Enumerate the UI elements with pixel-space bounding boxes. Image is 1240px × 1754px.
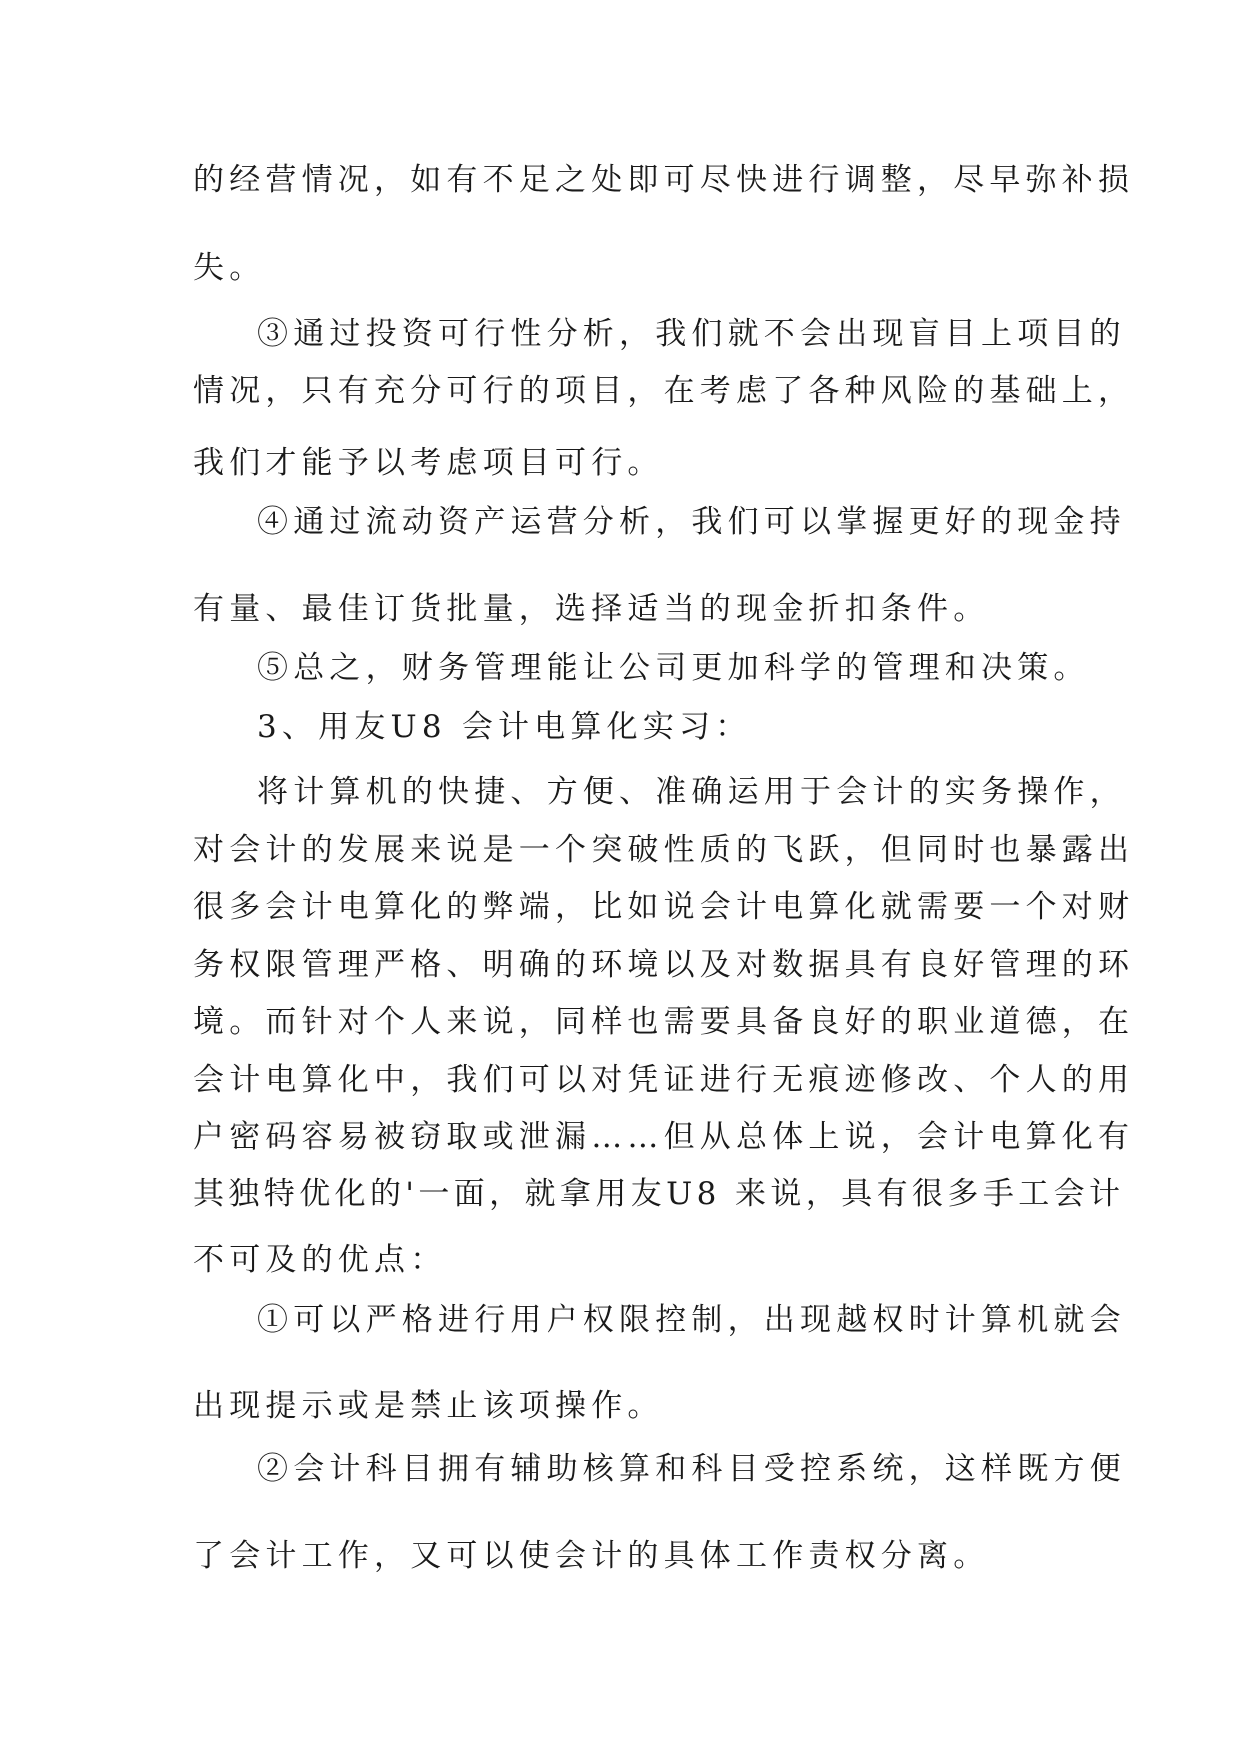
text-line: 失。 <box>193 250 266 286</box>
text-line: ③通过投资可行性分析，我们就不会出现盲目上项目的 <box>257 316 1126 352</box>
text-line: 有量、最佳订货批量，选择适当的现金折扣条件。 <box>193 591 990 627</box>
text-line: 对会计的发展来说是一个突破性质的飞跃，但同时也暴露出 <box>193 832 1135 868</box>
text-line: 将计算机的快捷、方便、准确运用于会计的实务操作， <box>257 774 1126 810</box>
text-line: 出现提示或是禁止该项操作。 <box>193 1388 664 1424</box>
text-line: 境。而针对个人来说，同样也需要具备良好的职业道德，在 <box>193 1004 1135 1040</box>
text-line: ①可以严格进行用户权限控制，出现越权时计算机就会 <box>257 1302 1126 1338</box>
text-line: 户密码容易被窃取或泄漏……但从总体上说，会计电算化有 <box>193 1119 1135 1155</box>
text-line: 会计电算化中，我们可以对凭证进行无痕迹修改、个人的用 <box>193 1062 1135 1098</box>
section-heading: 3、用友U8 会计电算化实习： <box>257 709 752 745</box>
text-line: 很多会计电算化的弊端，比如说会计电算化就需要一个对财 <box>193 889 1135 925</box>
text-line: 了会计工作，又可以使会计的具体工作责权分离。 <box>193 1538 990 1574</box>
text-line: 不可及的优点： <box>193 1242 447 1278</box>
text-line: 务权限管理严格、明确的环境以及对数据具有良好管理的环 <box>193 947 1135 983</box>
text-line: 的经营情况，如有不足之处即可尽快进行调整，尽早弥补损 <box>193 162 1135 198</box>
text-line: ②会计科目拥有辅助核算和科目受控系统，这样既方便 <box>257 1451 1126 1487</box>
text-line: 我们才能予以考虑项目可行。 <box>193 445 664 481</box>
text-line: 情况，只有充分可行的项目，在考虑了各种风险的基础上， <box>193 373 1135 409</box>
text-line: ⑤总之，财务管理能让公司更加科学的管理和决策。 <box>257 650 1090 686</box>
text-line: 其独特优化的'一面，就拿用友U8 来说，具有很多手工会计 <box>193 1176 1125 1212</box>
text-line: ④通过流动资产运营分析，我们可以掌握更好的现金持 <box>257 504 1126 540</box>
